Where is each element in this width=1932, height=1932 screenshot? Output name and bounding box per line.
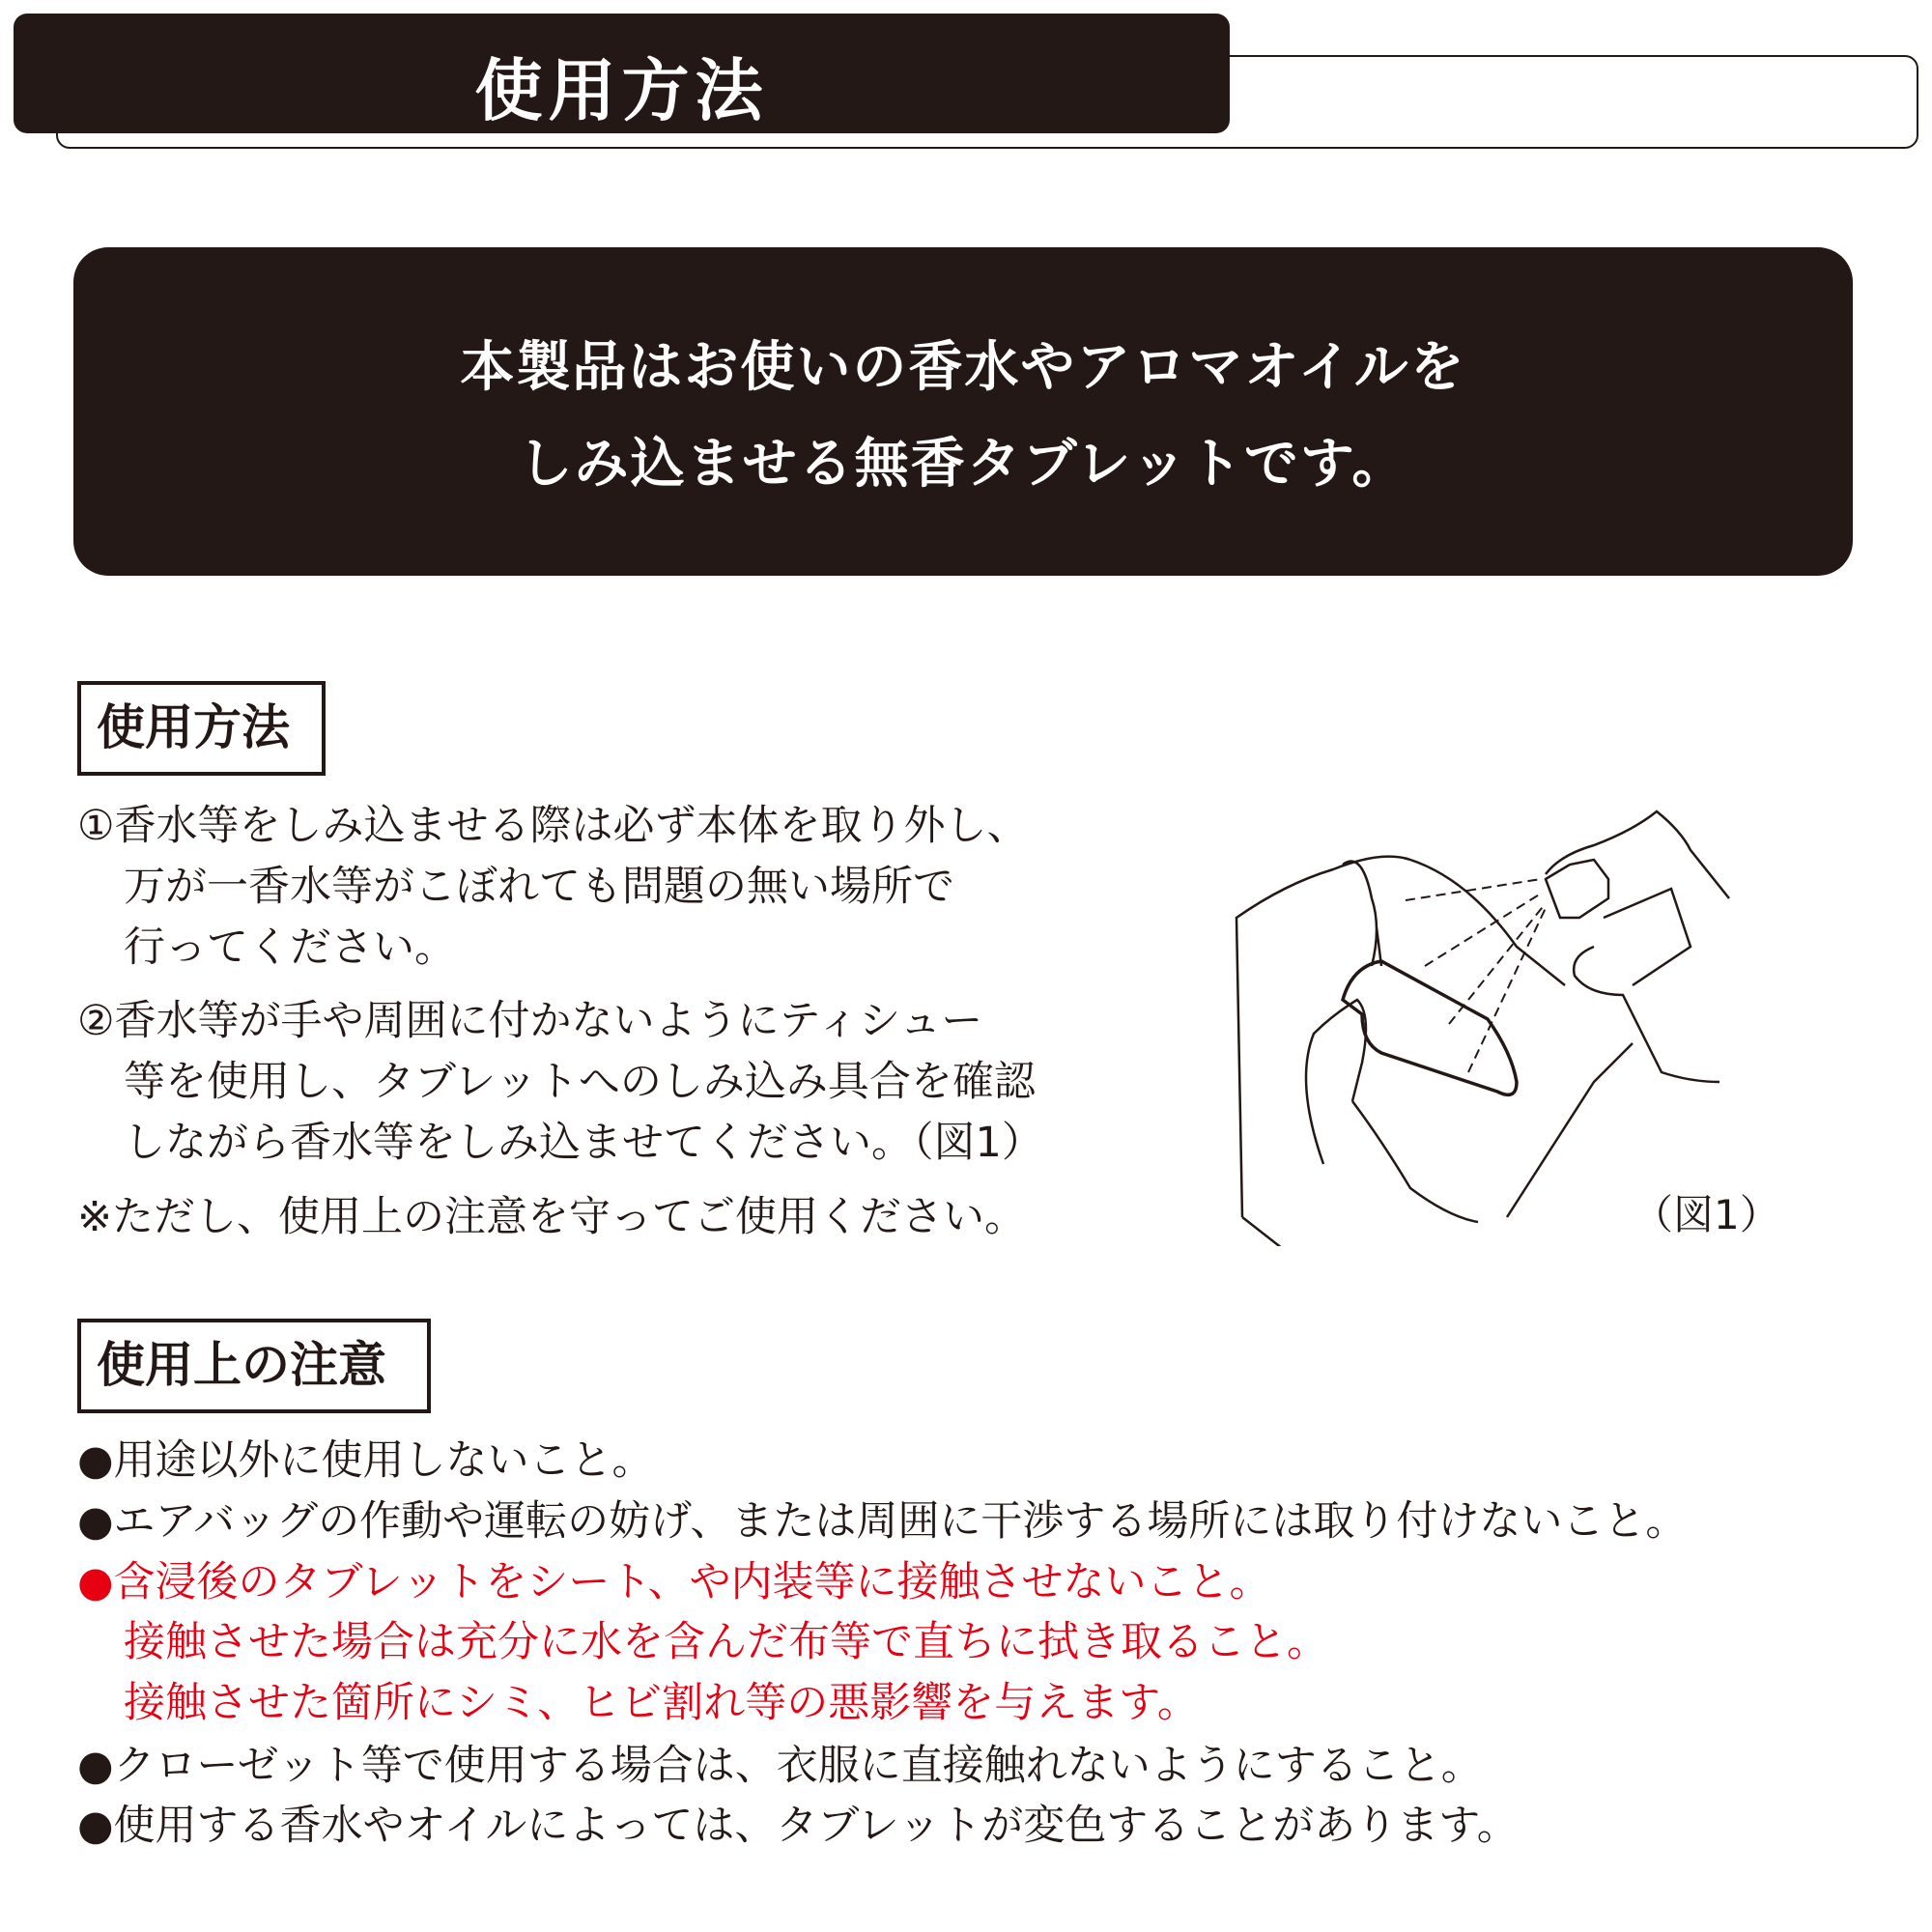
header-bar bbox=[14, 14, 1230, 133]
figure-caption: （図1） bbox=[1633, 1191, 1780, 1238]
intro-line: 本製品はお使いの香水やアロマオイルを bbox=[460, 336, 1466, 399]
spray-illustration bbox=[1227, 792, 1826, 1246]
usage-heading: 使用方法 bbox=[77, 681, 326, 776]
caution-item: ●エアバッグの作動や運転の妨げ、または周囲に干渉する場所には取り付けないこと。 bbox=[77, 1497, 1688, 1546]
intro-line: しみ込ませる無香タブレットです。 bbox=[518, 433, 1408, 496]
cautions-heading: 使用上の注意 bbox=[77, 1319, 431, 1413]
caution-warning: 接触させた箇所にシミ、ヒビ割れ等の悪影響を与えます。 bbox=[124, 1679, 1199, 1727]
caution-item: ●用途以外に使用しないこと。 bbox=[77, 1436, 654, 1485]
page-title: 使用方法 bbox=[474, 51, 769, 130]
caution-item: ●使用する香水やオイルによっては、タブレットが変色することがあります。 bbox=[77, 1802, 1519, 1850]
usage-note: ※ただし、使用上の注意を守ってご使用ください。 bbox=[77, 1193, 1027, 1241]
intro-banner bbox=[73, 247, 1853, 576]
caution-item: ●クローゼット等で使用する場合は、衣服に直接触れないようにすること。 bbox=[77, 1742, 1483, 1790]
usage-line: ①香水等をしみ込ませる際は必ず本体を取り外し、 bbox=[77, 802, 1029, 850]
usage-line: しながら香水等をしみ込ませてください。（図1） bbox=[124, 1119, 1043, 1167]
usage-line: ②香水等が手や周囲に付かないようにティシュー bbox=[77, 997, 983, 1045]
caution-warning: ●含浸後のタブレットをシート、や内装等に接触させないこと。 bbox=[77, 1558, 1271, 1606]
caution-warning: 接触させた場合は充分に水を含んだ布等で直ちに拭き取ること。 bbox=[124, 1618, 1328, 1666]
usage-line: 行ってください。 bbox=[124, 923, 456, 972]
usage-line: 万が一香水等がこぼれても問題の無い場所で bbox=[124, 863, 954, 911]
usage-line: 等を使用し、タブレットへのしみ込み具合を確認 bbox=[124, 1058, 1036, 1106]
